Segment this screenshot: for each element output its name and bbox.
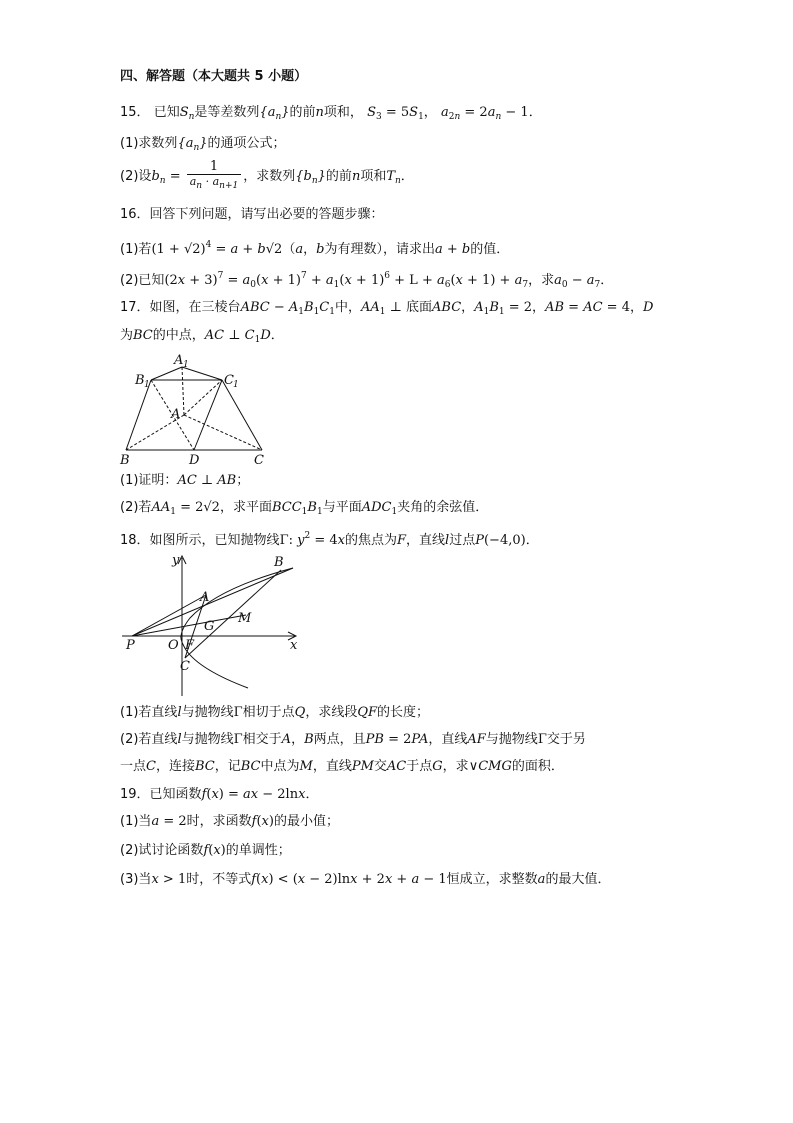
parabola-figure	[118, 548, 308, 696]
q18-part2-line2: 一点C，连接BC，记BC中点为M，直线PM交AC于点G，求∨CMG的面积．	[120, 759, 564, 774]
label-d: D	[189, 453, 200, 468]
label-c: C	[254, 453, 264, 468]
label-b: B	[120, 453, 130, 468]
edge-ac1	[184, 380, 222, 415]
q18-part2: (2)若直线l与抛物线Γ相交于A，B两点，且PB = 2PA，直线AF与抛物线Γ交于另	[120, 732, 586, 747]
q17-part2: (2)若$AA_1 = 2√2$，求平面$BCC_1B_1$与平面$ADC_1$夹角的余弦值．	[120, 500, 489, 517]
q17-part1: (1)证明：AC ⊥ AB；	[120, 473, 250, 488]
label-x: x	[290, 638, 298, 653]
edge-c1d	[194, 380, 222, 450]
q15-part2: (2)设$b_n$ = $\frac{1}{a_n \cdot a_{n+1}}$ ，求数列$\{b_n\}$的前n项和$T_n$．	[120, 159, 414, 191]
label-b1: B	[135, 373, 145, 388]
edge-b1a1	[151, 367, 182, 380]
label-a1-sub: 1	[183, 360, 189, 370]
section-title: 四、解答题（本大题共 5 小题）	[120, 69, 308, 84]
label-y: y	[172, 553, 180, 568]
label-c1: C	[224, 373, 234, 388]
edge-b1b	[126, 380, 151, 450]
q16-part2: (2)已知$(2x + 3)^7 = a_0(x + 1)^7 + a_1(x + 1)^6 + L + a_6(x + 1) + a_7$，求$a_0 - a_7$．	[120, 271, 614, 290]
q18-stem: 18．如图所示，已知抛物线Γ: $y^2 = 4x$的焦点为F，直线l过点P(−4,0)．	[120, 531, 539, 548]
parabola-curve	[181, 568, 293, 688]
label-o: O	[168, 638, 179, 653]
q15-stem: 15． 已知$S_n$是等差数列$\{a_n\}$的前n项和， $S_3 = 5S_1$， $a_{2n} = 2a_n - 1$．	[120, 105, 542, 122]
frustum-figure	[112, 350, 277, 468]
q16-part1: (1)若$(1 + √2)^4 = a + b√2(a$，b为有理数），请求出a + b的值．	[120, 240, 510, 257]
label-m: M	[238, 611, 252, 626]
label-a: A	[200, 590, 210, 605]
q18-part1: (1)若直线l与抛物线Γ相切于点Q，求线段QF的长度；	[120, 705, 430, 720]
label-g: G	[204, 619, 215, 634]
label-b1-sub: 1	[144, 380, 150, 390]
label-p: P	[126, 638, 135, 653]
label-f: F	[185, 638, 195, 653]
q19-part2: (2)试讨论函数f(x)的单调性；	[120, 843, 291, 858]
q17-stem: 17．如图，在三棱台ABC − $A_1B_1C_1$中，$AA_1$ ⊥ 底面ABC，$A_1B_1 = 2$，AB = AC = 4，D	[120, 300, 654, 317]
label-a: A	[171, 407, 181, 422]
edge-c1c	[222, 380, 262, 450]
q17-stem-line2: 为BC的中点，AC ⊥ $C_1D$．	[120, 328, 284, 345]
q19-stem: 19．已知函数f(x) = ax − 2lnx．	[120, 787, 319, 802]
q19-part3: (3)当x > 1时，不等式f(x) < (x − 2)lnx + 2x + a − 1恒成立，求整数a的最大值．	[120, 872, 611, 887]
q16-stem: 16．回答下列问题，请写出必要的答题步骤：	[120, 207, 384, 222]
label-a1: A	[174, 353, 184, 368]
label-b: B	[274, 555, 284, 570]
q15-part1: (1)求数列$\{a_n\}$的通项公式；	[120, 136, 286, 153]
edge-a1a	[182, 367, 184, 415]
label-c: C	[180, 659, 190, 674]
q19-part1: (1)当a = 2时，求函数f(x)的最小值；	[120, 814, 339, 829]
label-c1-sub: 1	[233, 380, 239, 390]
